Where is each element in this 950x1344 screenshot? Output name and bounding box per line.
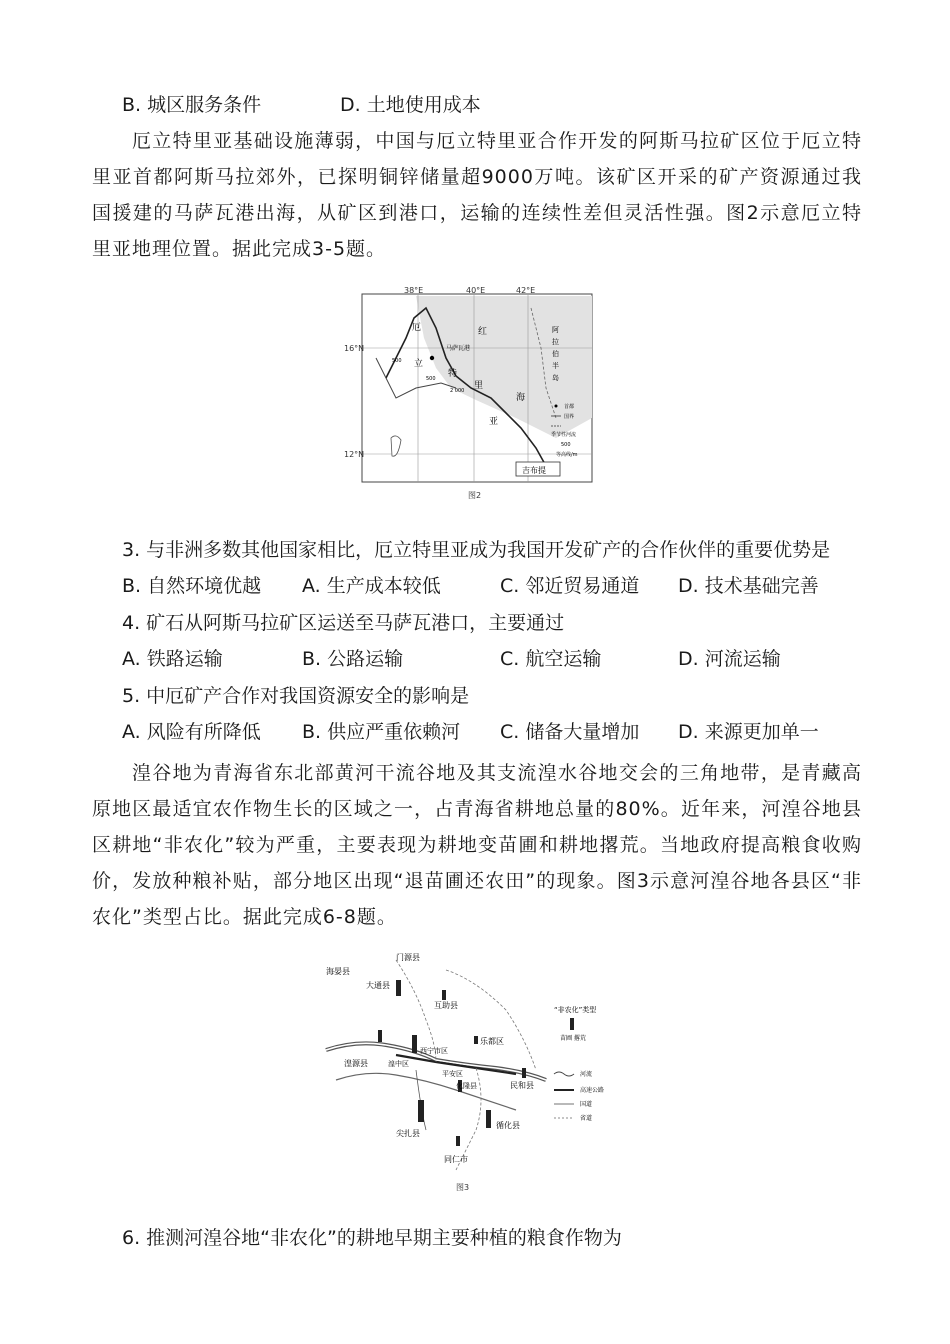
svg-text:阿: 阿 bbox=[552, 326, 559, 334]
svg-text:高速公路: 高速公路 bbox=[580, 1087, 605, 1094]
svg-text:16°N: 16°N bbox=[344, 344, 365, 353]
svg-text:等高线/m: 等高线/m bbox=[556, 452, 578, 458]
svg-text:40°E: 40°E bbox=[466, 286, 486, 295]
svg-text:省道: 省道 bbox=[580, 1115, 593, 1122]
svg-text:500: 500 bbox=[426, 376, 436, 382]
svg-text:2 000: 2 000 bbox=[450, 388, 465, 394]
svg-text:38°E: 38°E bbox=[404, 286, 424, 295]
q4-option: C. 航空运输 bbox=[500, 648, 602, 670]
svg-text:吉布提: 吉布提 bbox=[522, 466, 546, 475]
figure-3 bbox=[326, 950, 656, 1196]
q4-option: A. 铁路运输 bbox=[122, 648, 223, 670]
q5-option: C. 储备大量增加 bbox=[500, 721, 640, 743]
svg-text:西宁市区: 西宁市区 bbox=[420, 1047, 448, 1055]
question-6-stem: 6. 推测河湟谷地“非农化”的耕地早期主要种植的粮食作物为 bbox=[122, 1227, 622, 1249]
q4-option: B. 公路运输 bbox=[302, 648, 404, 670]
svg-text:特: 特 bbox=[448, 369, 458, 379]
capital-point bbox=[430, 356, 434, 360]
svg-text:大通县: 大通县 bbox=[366, 981, 390, 990]
svg-text:里: 里 bbox=[474, 381, 484, 391]
svg-text:12°N: 12°N bbox=[344, 450, 365, 459]
question-4-stem: 4. 矿石从阿斯马拉矿区运送至马萨瓦港口，主要通过 bbox=[122, 612, 565, 634]
q3-option: A. 生产成本较低 bbox=[302, 575, 441, 597]
svg-text:季节性河流: 季节性河流 bbox=[551, 432, 577, 438]
svg-text:门源县: 门源县 bbox=[396, 953, 420, 962]
svg-text:湟源县: 湟源县 bbox=[344, 1059, 368, 1068]
svg-text:海: 海 bbox=[516, 393, 526, 403]
svg-text:500: 500 bbox=[392, 358, 402, 364]
q5-option: B. 供应严重依赖河 bbox=[302, 721, 461, 743]
svg-text:民和县: 民和县 bbox=[510, 1081, 534, 1090]
svg-text:500: 500 bbox=[561, 442, 571, 448]
svg-text:循化县: 循化县 bbox=[496, 1121, 520, 1130]
svg-text:图3: 图3 bbox=[456, 1183, 470, 1192]
svg-text:拉: 拉 bbox=[552, 338, 559, 346]
svg-text:互助县: 互助县 bbox=[434, 1001, 458, 1010]
svg-text:亚: 亚 bbox=[489, 417, 499, 427]
question-3-stem: 3. 与非洲多数其他国家相比，厄立特里亚成为我国开发矿产的合作伙伴的重要优势是 bbox=[122, 539, 831, 561]
option-b: B. 城区服务条件 bbox=[122, 94, 262, 116]
svg-text:乐都区: 乐都区 bbox=[480, 1037, 504, 1046]
svg-text:国道: 国道 bbox=[580, 1101, 593, 1108]
svg-text:湟中区: 湟中区 bbox=[388, 1060, 409, 1068]
svg-text:化隆县: 化隆县 bbox=[456, 1082, 477, 1090]
q5-option: D. 来源更加单一 bbox=[678, 721, 819, 743]
svg-text:42°E: 42°E bbox=[516, 286, 536, 295]
q5-option: A. 风险有所降低 bbox=[122, 721, 261, 743]
q4-option: D. 河流运输 bbox=[678, 648, 781, 670]
svg-text:红: 红 bbox=[478, 327, 488, 337]
svg-text:立: 立 bbox=[414, 359, 424, 369]
svg-text:伯: 伯 bbox=[552, 350, 559, 358]
svg-text:半: 半 bbox=[552, 362, 559, 370]
svg-text:图2: 图2 bbox=[468, 491, 482, 500]
q3-option: C. 邻近贸易通道 bbox=[500, 575, 640, 597]
svg-text:海晏县: 海晏县 bbox=[326, 967, 350, 976]
svg-text:苗圃 撂荒: 苗圃 撂荒 bbox=[560, 1035, 586, 1042]
svg-text:国界: 国界 bbox=[564, 414, 575, 420]
svg-text:平安区: 平安区 bbox=[442, 1070, 463, 1078]
figure-2 bbox=[344, 286, 596, 502]
svg-text:同仁市: 同仁市 bbox=[444, 1155, 468, 1164]
svg-text:岛: 岛 bbox=[552, 374, 559, 382]
svg-text:“非农化”类型: “非农化”类型 bbox=[554, 1006, 597, 1014]
q3-option: B. 自然环境优越 bbox=[122, 575, 262, 597]
svg-text:马萨瓦港: 马萨瓦港 bbox=[446, 345, 471, 352]
svg-text:厄: 厄 bbox=[412, 323, 422, 333]
passage-1: 厄立特里亚基础设施薄弱，中国与厄立特里亚合作开发的阿斯马拉矿区位于厄立特里亚首都阿斯马拉郊外，已探明铜锌储量超9000万吨。该矿区开采的矿产资源通过我国援建的马萨瓦港出海，从矿区到港口，运输的连续性差但灵活性强。图2示意厄立特里亚地理位置。据此完成3-5题。 bbox=[92, 130, 862, 260]
option-d: D. 土地使用成本 bbox=[340, 94, 481, 116]
svg-text:尖扎县: 尖扎县 bbox=[396, 1129, 420, 1138]
svg-text:河流: 河流 bbox=[580, 1071, 593, 1078]
svg-text:首都: 首都 bbox=[564, 404, 575, 410]
q3-option: D. 技术基础完善 bbox=[678, 575, 819, 597]
question-5-stem: 5. 中厄矿产合作对我国资源安全的影响是 bbox=[122, 685, 470, 707]
passage-2: 湟谷地为青海省东北部黄河干流谷地及其支流湟水谷地交会的三角地带，是青藏高原地区最适宜农作物生长的区域之一，占青海省耕地总量的80%。近年来，河湟谷地县区耕地“非农化”较为严重，主要表现为耕地变苗圃和耕地撂荒。当地政府提高粮食收购价，发放种粮补贴，部分地区出现“退苗圃还农田”的现象。图3示意河湟谷地各县区“非农化”类型占比。据此完成6-8题。 bbox=[92, 762, 862, 928]
